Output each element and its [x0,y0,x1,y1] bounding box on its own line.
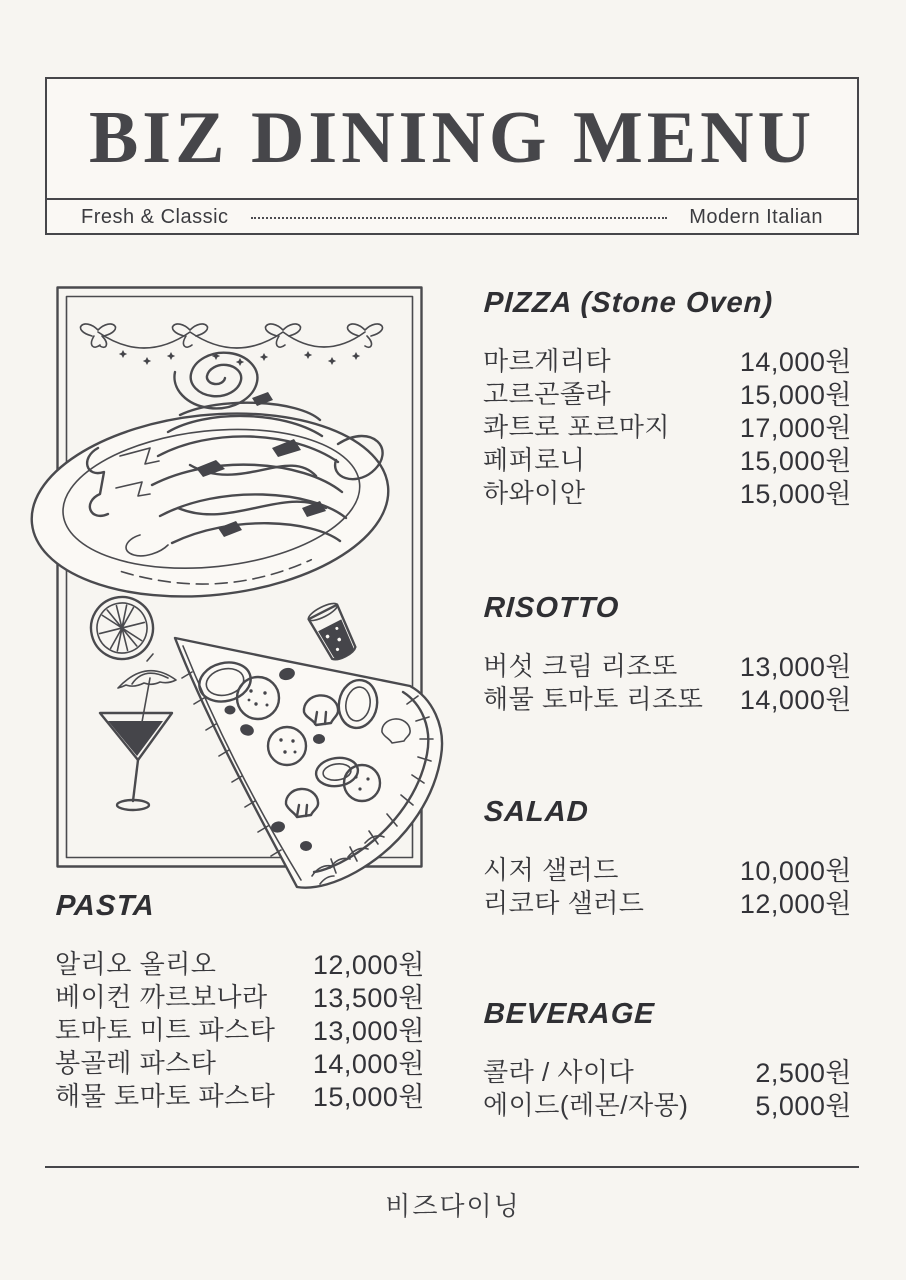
section-title: PIZZA (Stone Oven) [483,287,775,319]
footer-divider [45,1166,859,1168]
menu-item [55,1045,425,1078]
restaurant-name: 비즈다이닝 [385,1191,521,1221]
item-name: 베이컨 까르보나라 [55,982,268,1012]
item-price: 15,000원 [739,479,852,509]
item-price: 17,000원 [739,413,852,443]
section-title: RISOTTO [483,592,621,624]
item-price: 13,500원 [312,983,425,1013]
menu-item [55,946,425,979]
menu-item [483,681,852,714]
item-name: 토마토 미트 파스타 [55,1015,276,1045]
item-name: 해물 토마토 리조또 [483,684,704,714]
section-title: PASTA [55,890,156,922]
item-price: 14,000원 [739,347,852,377]
item-price: 14,000원 [739,685,852,715]
garland-icon [81,324,383,366]
item-price: 15,000원 [739,380,852,410]
lemon-slice-icon [84,590,159,665]
item-name: 리코타 샐러드 [483,888,645,918]
item-name: 콰트로 포르마지 [483,412,671,442]
menu-item [483,1054,852,1087]
section-risotto [483,590,852,714]
item-name: 하와이안 [483,478,586,508]
section-salad [483,794,852,918]
item-price: 14,000원 [312,1049,425,1079]
section-items [483,648,852,714]
section-beverage [483,996,852,1120]
item-price: 2,500원 [755,1058,852,1088]
item-name: 고르곤졸라 [483,379,612,409]
section-title: SALAD [483,796,590,828]
cola-glass-icon [306,600,359,664]
dotted-leader [251,215,668,219]
menu-item [55,1012,425,1045]
item-name: 봉골레 파스타 [55,1048,217,1078]
cocktail-icon [100,654,176,810]
item-price: 13,000원 [739,652,852,682]
menu-item [55,1078,425,1111]
menu-item [55,979,425,1012]
item-name: 콜라 / 사이다 [483,1057,635,1087]
item-name: 페퍼로니 [483,445,586,475]
section-title: BEVERAGE [483,998,656,1030]
pasta-plate-illustration [23,353,398,614]
header-subtitle-bar [47,198,857,234]
menu-item [483,442,852,475]
page-title: BIZ DINING MENU [88,97,816,179]
menu-item [483,475,852,508]
item-price: 13,000원 [312,1016,425,1046]
item-price: 15,000원 [312,1082,425,1112]
menu-item [483,885,852,918]
menu-item [483,648,852,681]
pizza-slice-illustration [175,638,442,888]
item-price: 5,000원 [755,1091,852,1121]
item-price: 12,000원 [312,950,425,980]
tagline-right: Modern Italian [689,205,823,228]
section-pizza [483,285,852,508]
section-items [55,946,425,1111]
section-items [483,343,852,508]
menu-item [483,376,852,409]
item-price: 15,000원 [739,446,852,476]
item-name: 마르게리타 [483,346,612,376]
item-name: 해물 토마토 파스타 [55,1081,276,1111]
menu-item [483,343,852,376]
menu-item [483,852,852,885]
item-name: 버섯 크림 리조또 [483,651,678,681]
food-illustration [20,280,475,910]
item-name: 시저 샐러드 [483,855,619,885]
item-name: 알리오 올리오 [55,949,217,979]
header [45,77,859,235]
tagline-left: Fresh & Classic [81,205,229,228]
section-items [483,852,852,918]
item-price: 12,000원 [739,889,852,919]
section-pasta [55,888,425,1111]
menu-item [483,409,852,442]
menu-item [483,1087,852,1120]
section-items [483,1054,852,1120]
item-name: 에이드(레몬/자몽) [483,1090,689,1120]
item-price: 10,000원 [739,856,852,886]
